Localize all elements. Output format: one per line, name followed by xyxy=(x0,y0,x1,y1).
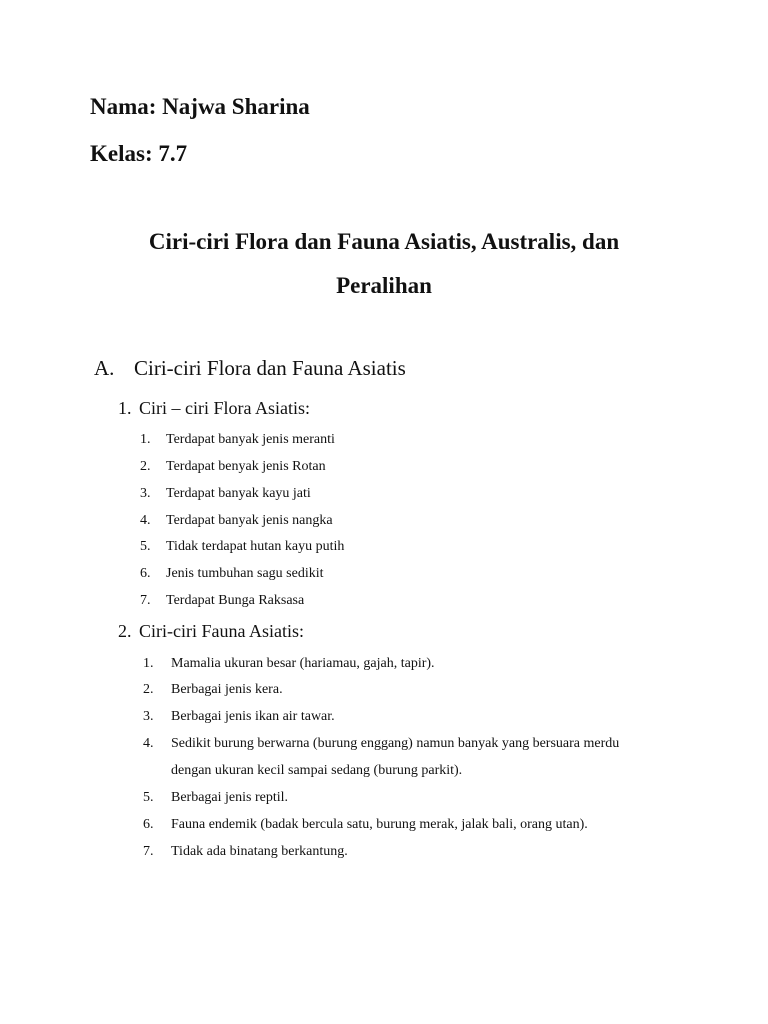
list-item-text: Tidak ada binatang berkantung. xyxy=(171,844,348,859)
flora-heading-text: Ciri – ciri Flora Asiatis: xyxy=(139,398,310,418)
list-item-number: 1. xyxy=(140,432,151,447)
list-item-text: Terdapat banyak jenis nangka xyxy=(166,513,333,528)
section-a-heading xyxy=(94,356,406,381)
list-item-text: Tidak terdapat hutan kayu putih xyxy=(166,539,345,554)
list-item-number: 2. xyxy=(140,459,151,474)
student-class: Kelas: 7.7 xyxy=(90,141,188,166)
list-item-number: 5. xyxy=(140,539,151,554)
list-item-text: Sedikit burung berwarna (burung enggang) namun banyak yang bersuara merdu xyxy=(171,736,620,751)
list-item-text: Mamalia ukuran besar (hariamau, gajah, tapir). xyxy=(171,656,435,671)
list-item-text: Berbagai jenis kera. xyxy=(171,682,283,697)
list-item-number: 3. xyxy=(140,486,151,501)
list-item-text: Terdapat banyak jenis meranti xyxy=(166,432,335,447)
list-item-number: 4. xyxy=(140,513,151,528)
list-item-text: Fauna endemik (badak bercula satu, burung merak, jalak bali, orang utan). xyxy=(171,817,588,832)
list-item-number: 2. xyxy=(143,682,154,697)
list-item-text: Berbagai jenis reptil. xyxy=(171,790,289,805)
list-item-number: 6. xyxy=(140,566,151,581)
list-item-text: Berbagai jenis ikan air tawar. xyxy=(171,709,335,724)
document-title-line-1: Ciri-ciri Flora dan Fauna Asiatis, Australis, dan xyxy=(148,229,620,254)
list-item-text: Terdapat Bunga Raksasa xyxy=(166,593,305,608)
fauna-heading-number: 2. xyxy=(118,621,132,641)
student-name: Nama: Najwa Sharina xyxy=(90,94,310,119)
list-item-number: 7. xyxy=(143,844,154,859)
flora-heading xyxy=(118,398,310,419)
fauna-heading-text: Ciri-ciri Fauna Asiatis: xyxy=(139,621,304,641)
document-title-line-2: Peralihan xyxy=(336,273,432,298)
fauna-heading xyxy=(118,621,304,642)
list-item-number: 3. xyxy=(143,709,154,724)
section-a-title: Ciri-ciri Flora dan Fauna Asiatis xyxy=(134,356,406,380)
list-item-text: Terdapat banyak kayu jati xyxy=(166,486,311,501)
list-item-number: 1. xyxy=(143,656,154,671)
list-item-text: dengan ukuran kecil sampai sedang (burung parkit). xyxy=(171,763,463,778)
flora-heading-number: 1. xyxy=(118,398,132,418)
list-item-number: 7. xyxy=(140,593,151,608)
list-item-text: Jenis tumbuhan sagu sedikit xyxy=(166,566,324,581)
list-item-text: Terdapat benyak jenis Rotan xyxy=(166,459,326,474)
list-item-number: 6. xyxy=(143,817,154,832)
section-a-marker: A. xyxy=(94,356,115,380)
list-item-number: 5. xyxy=(143,790,154,805)
list-item-number: 4. xyxy=(143,736,154,751)
